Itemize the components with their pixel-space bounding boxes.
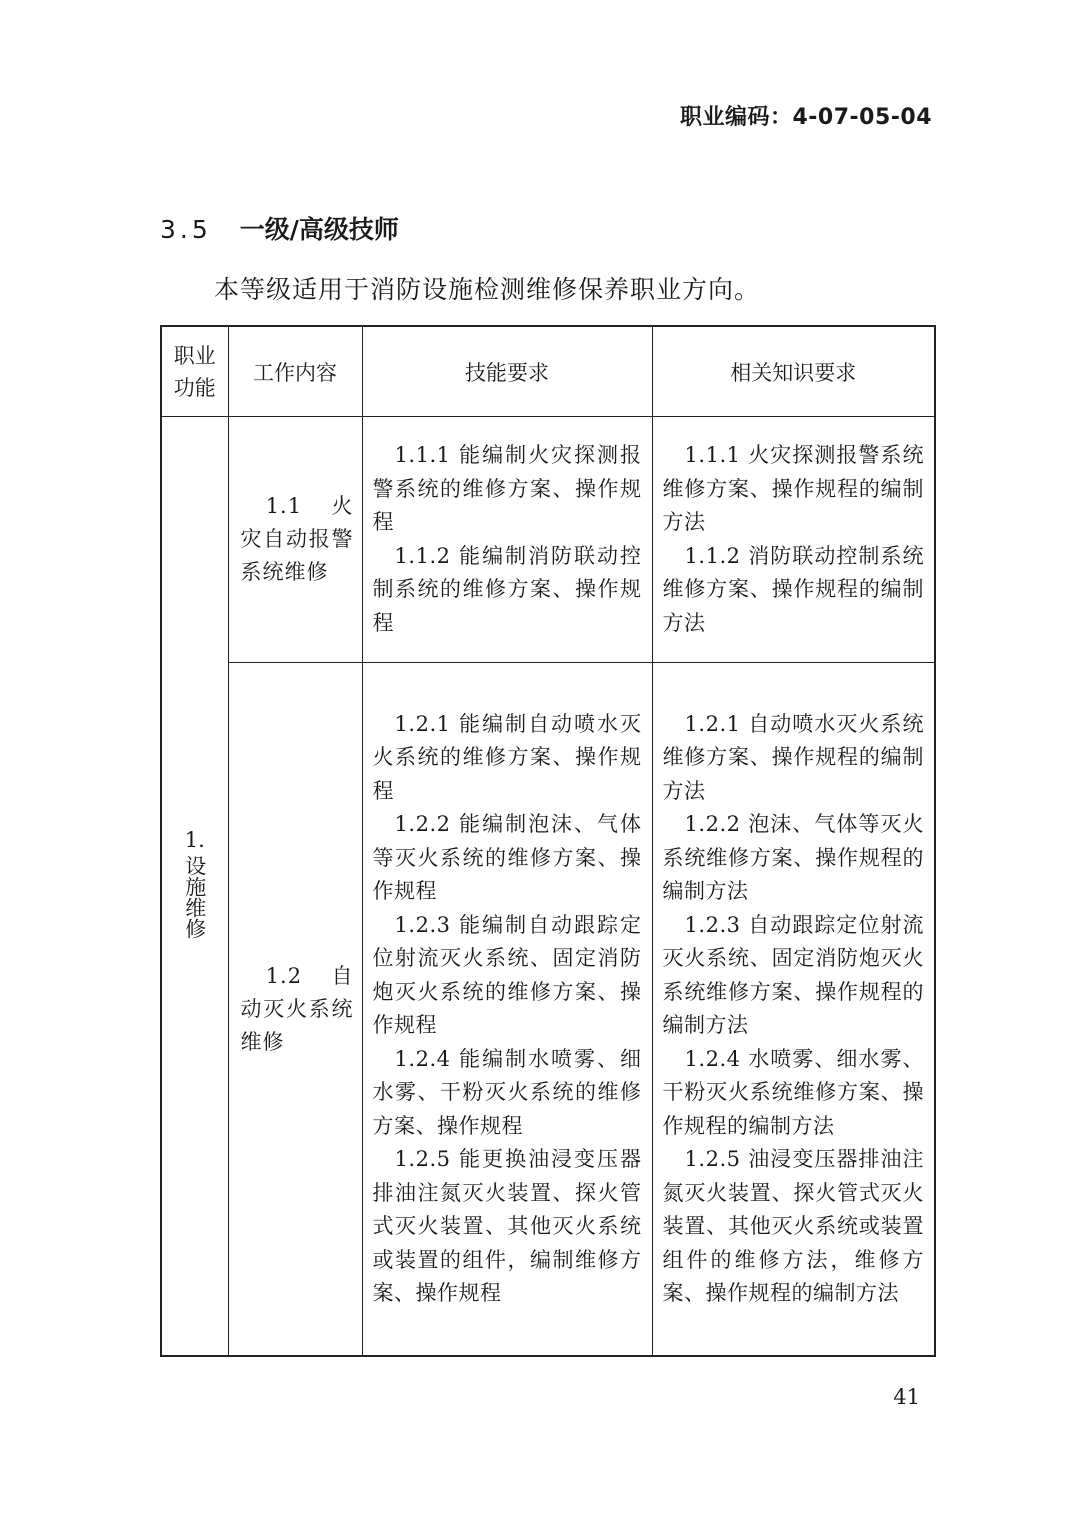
- work-content-cell: [228, 417, 362, 663]
- list-item: 1.2.4 水喷雾、细水雾、干粉灭火系统维修方案、操作规程的编制方法: [662, 1046, 924, 1138]
- page-number: 41: [893, 1385, 920, 1409]
- function-number: 1.: [184, 828, 205, 852]
- table-header-row: [161, 326, 935, 417]
- work-content: 1.2 自动灭火系统维修: [240, 963, 354, 1054]
- list-item: 1.2.2 能编制泡沫、气体等灭火系统的维修方案、操作规程: [372, 812, 642, 903]
- list-item: 1.1.2 能编制消防联动控制系统的维修方案、操作规程: [372, 543, 642, 635]
- section-intro: 本等级适用于消防设施检测维修保养职业方向。: [214, 275, 761, 304]
- list-item: 1.1.1 能编制火灾探测报警系统的维修方案、操作规程: [372, 443, 642, 534]
- table-row: [161, 417, 935, 663]
- list-item: 1.2.3 能编制自动跟踪定位射流灭火系统、固定消防炮灭火系统的维修方案、操作规程: [372, 912, 642, 1037]
- list-item: 1.2.1 能编制自动喷水灭火系统的维修方案、操作规程: [372, 711, 642, 803]
- list-item: 1.2.4 能编制水喷雾、细水雾、干粉灭火系统的维修方案、操作规程: [372, 1046, 642, 1138]
- work-content-cell: [228, 663, 362, 1357]
- list-item: 1.2.5 能更换油浸变压器排油注氮灭火装置、探火管式灭火装置、其他灭火系统或装置的组件，编制维修方案、操作规程: [372, 1147, 642, 1305]
- list-item: 1.2.5 油浸变压器排油注氮灭火装置、探火管式灭火装置、其他灭火系统或装置组件的维修方法，维修方案、操作规程的编制方法: [662, 1147, 924, 1305]
- header-knowledge: 相关知识要求: [652, 326, 935, 417]
- knowledge-cell: [652, 663, 935, 1357]
- list-item: 1.1.1 火灾探测报警系统维修方案、操作规程的编制方法: [662, 443, 924, 534]
- header-function-line1: 职业: [173, 343, 216, 368]
- section-number: 3.5: [160, 215, 212, 244]
- occupation-code: 职业编码：4-07-05-04: [679, 105, 932, 130]
- header-function-line2: 功能: [173, 375, 216, 400]
- header-function: [161, 326, 228, 417]
- list-item: 1.1.2 消防联动控制系统维修方案、操作规程的编制方法: [662, 543, 924, 635]
- list-item: 1.2.3 自动跟踪定位射流灭火系统、固定消防炮灭火系统维修方案、操作规程的编制方法: [662, 912, 924, 1037]
- section-title: 一级/高级技师: [239, 215, 399, 244]
- header-skill: 技能要求: [362, 326, 652, 417]
- skill-cell: [362, 663, 652, 1357]
- section-heading: [160, 210, 399, 246]
- list-item: 1.2.1 自动喷水灭火系统维修方案、操作规程的编制方法: [662, 711, 924, 803]
- table-row: [161, 663, 935, 1357]
- function-name: 设施维修: [182, 855, 207, 939]
- requirements-table: [160, 325, 936, 1357]
- header-work-content: 工作内容: [228, 326, 362, 417]
- function-cell: [161, 417, 228, 1357]
- list-item: 1.2.2 泡沫、气体等灭火系统维修方案、操作规程的编制方法: [662, 812, 924, 903]
- work-content: 1.1 火灾自动报警系统维修: [240, 494, 354, 584]
- knowledge-cell: [652, 417, 935, 663]
- skill-cell: [362, 417, 652, 663]
